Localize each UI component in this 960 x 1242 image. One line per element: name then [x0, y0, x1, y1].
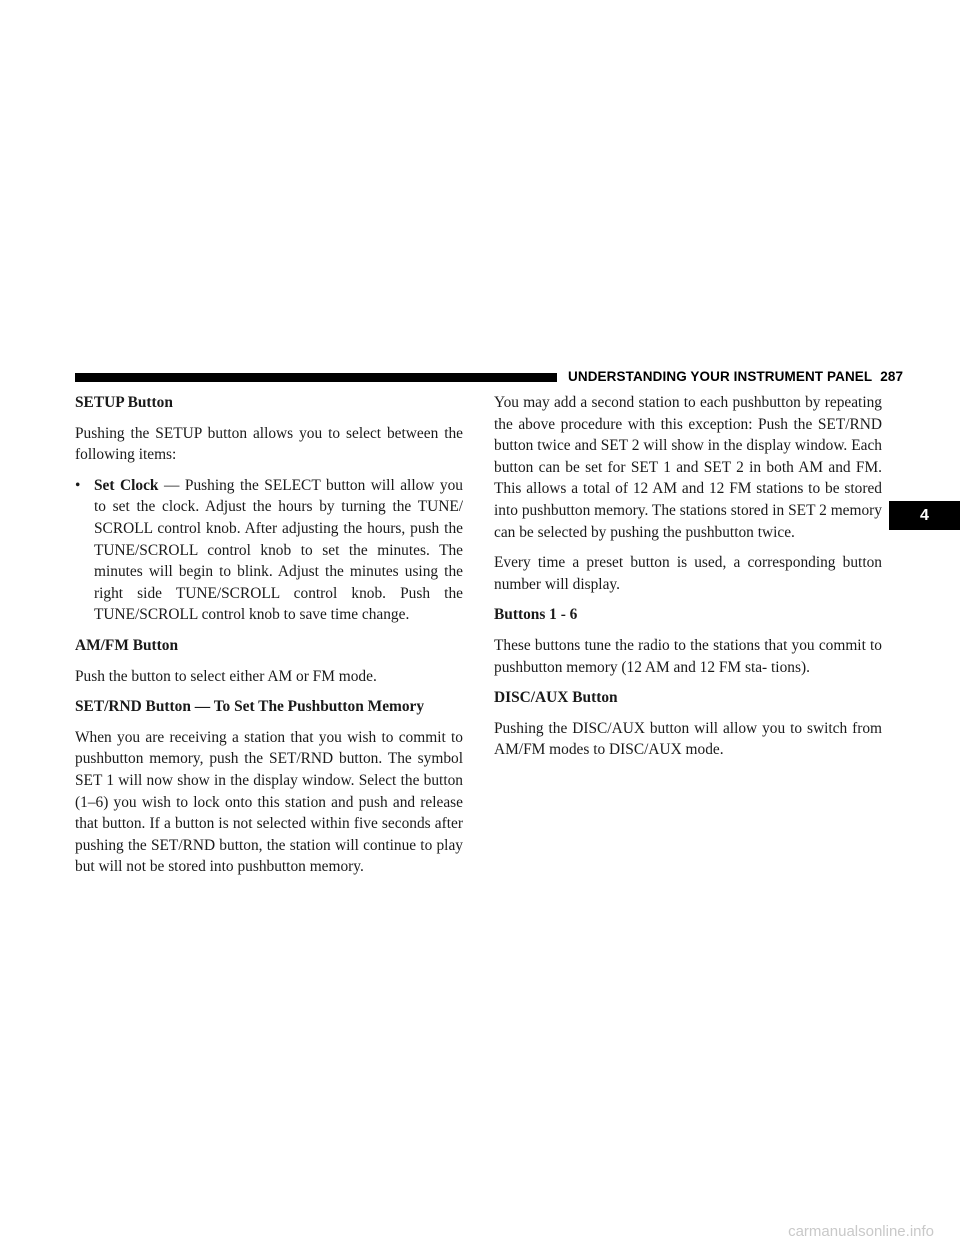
set-clock-bullet — [75, 475, 463, 626]
watermark: carmanualsonline.info — [788, 1223, 934, 1240]
second-station-text: You may add a second station to each pushbutton by repeating the above procedure with this exception: Push the SET/RND button twice and SET 2 will show in the display window. Each button can be set for SET 1 and SET 2 in both AM and FM. This allows a total of 12 AM and 12 FM stations to be stored into pushbutton memory. The stations stored in SET 2 memory can be selected by pushing the pushbutton twice. — [494, 394, 882, 541]
disc-text: Pushing the DISC/AUX button will allow you to switch from AM/FM modes to DISC/AUX mode. — [494, 719, 882, 759]
left-column — [75, 392, 463, 887]
chapter-tab: 4 — [889, 501, 960, 530]
amfm-heading: AM/FM Button — [75, 636, 179, 654]
amfm-text: Push the button to select either AM or FM mode. — [75, 667, 377, 685]
buttons-text: These buttons tune the radio to the stations that you commit to pushbutton memory (12 AM and 12 FM sta- tions). — [494, 636, 882, 676]
page-number: 287 — [880, 369, 904, 384]
setrnd-text: When you are receiving a station that you wish to commit to pushbutton memory, push the SET/RND button. The symbol SET 1 will now show in the display window. Select the button (1–6) you wish to lock onto this station and push and release that button. If a button is not selected within five seconds after pushing the SET/RND button, the station will continue to play but will not be stored into pushbutton memory. — [75, 728, 463, 876]
preset-text: Every time a preset button is used, a corresponding button number will display. — [494, 554, 882, 593]
disc-heading: DISC/AUX Button — [494, 689, 618, 707]
bullet-dot: • — [75, 476, 81, 494]
setrnd-heading: SET/RND Button — To Set The Pushbutton Memory — [75, 698, 425, 716]
section-title: UNDERSTANDING YOUR INSTRUMENT PANEL — [568, 369, 873, 384]
header-rule — [75, 373, 557, 382]
bullet-term: Set Clock — [94, 476, 159, 494]
buttons-heading: Buttons 1 - 6 — [494, 606, 578, 624]
setup-heading: SETUP Button — [75, 394, 173, 411]
right-column — [494, 392, 882, 770]
bullet-text: — Pushing the SELECT button will allow you to set the clock. Adjust the hours by turning the TUNE/ SCROLL control knob. After adjusting the hours, push the TUNE/SCROLL control knob to set the minutes. The minutes will begin to blink. Adjust the minutes using the right side TUNE/SCROLL control knob. Push the TUNE/SCROLL control knob to save time change. — [94, 476, 463, 624]
running-header — [568, 369, 903, 384]
setup-intro: Pushing the SETUP button allows you to select between the following items: — [75, 424, 463, 464]
